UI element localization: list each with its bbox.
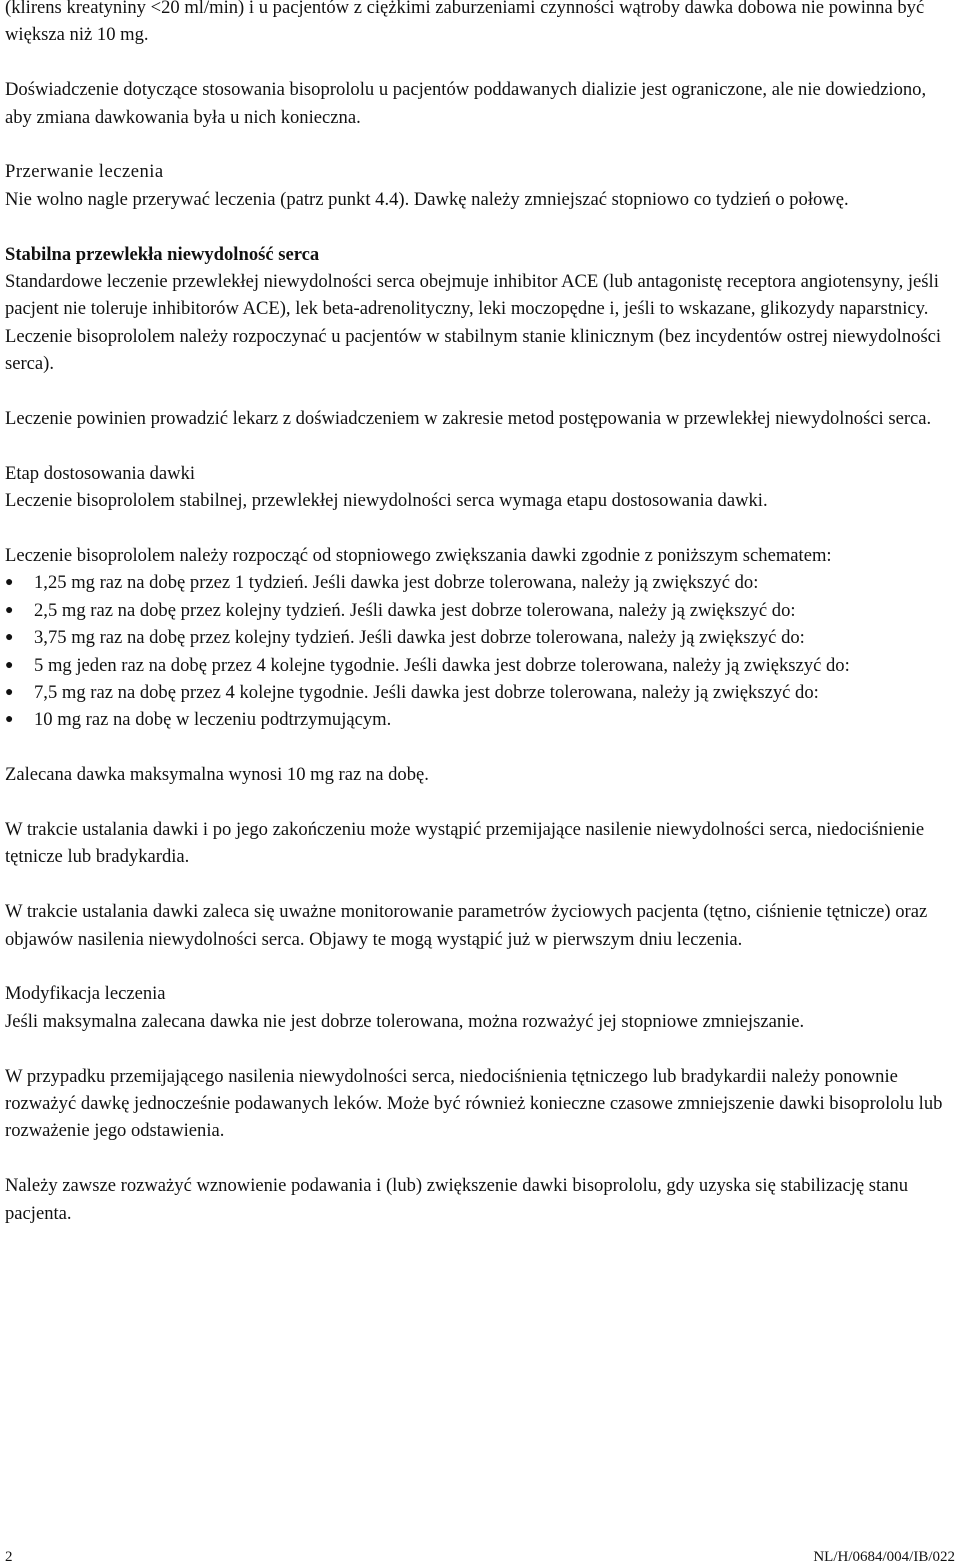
list-item-text: 1,25 mg raz na dobę przez 1 tydzień. Jeśli dawka jest dobrze tolerowana, należy ją zwiększyć do: <box>34 572 759 594</box>
bullet-icon: ● <box>5 630 14 646</box>
bullet-icon: ● <box>5 712 14 728</box>
page-number: 2 <box>5 1549 13 1565</box>
heading-stabilna-niewydolnosc: Stabilna przewlekła niewydolność serca <box>5 243 320 265</box>
list-item <box>5 679 955 706</box>
bullet-icon: ● <box>5 657 14 673</box>
paragraph-monitoring: W trakcie ustalania dawki zaleca się uważne monitorowanie parametrów życiowych pacjenta (tętno, ciśnienie tętnicze) oraz objawów nasilenia niewydolności serca. Objawy te mogą wystąpić już w pierwszym dniu leczenia. <box>5 901 928 950</box>
heading-modyfikacja-leczenia: Modyfikacja leczenia <box>5 983 166 1005</box>
paragraph-dose-reduction: Jeśli maksymalna zalecana dawka nie jest dobrze tolerowana, można rozważyć jej stopniowe zmniejszanie. <box>5 1010 805 1032</box>
list-item-text: 10 mg raz na dobę w leczeniu podtrzymującym. <box>34 709 392 731</box>
section-treatment-discontinuation <box>5 158 955 213</box>
document-page <box>5 0 955 1254</box>
list-item-text: 5 mg jeden raz na dobę przez 4 kolejne tygodnie. Jeśli dawka jest dobrze tolerowana, należy ją zwiększyć do: <box>34 654 850 676</box>
list-item <box>5 652 955 679</box>
list-item <box>5 597 955 624</box>
titration-list <box>5 569 955 733</box>
paragraph-max-dose: Zalecana dawka maksymalna wynosi 10 mg raz na dobę. <box>5 764 429 786</box>
paragraph-standard-treatment: Standardowe leczenie przewlekłej niewydolności serca obejmuje inhibitor ACE (lub antagonistę receptora angiotensyny, jeśli pacjent nie toleruje inhibitorów ACE), lek beta-adrenolityczny, leki moczopędne i, jeśli to wskazane, glikozydy naparstnicy. Leczenie bisoprololem należy rozpoczynać u pacjentów w stabilnym stanie klinicznym (bez incydentów ostrej niewydolności serca). <box>5 271 942 375</box>
heading-etap-dostosowania: Etap dostosowania dawki <box>5 462 196 484</box>
list-item-text: 3,75 mg raz na dobę przez kolejny tydzień. Jeśli dawka jest dobrze tolerowana, należy ją zwiększyć do: <box>34 627 805 649</box>
paragraph-physician: Leczenie powinien prowadzić lekarz z doświadczeniem w zakresie metod postępowania w przewlekłej niewydolności serca. <box>5 408 932 430</box>
heading-przerwanie-leczenia: Przerwanie leczenia <box>5 161 164 183</box>
list-item <box>5 624 955 651</box>
paragraph-transient-worsening: W trakcie ustalania dawki i po jego zakończeniu może wystąpić przemijające nasilenie niewydolności serca, niedociśnienie tętnicze lub bradykardia. <box>5 819 925 868</box>
section-dose-titration <box>5 460 955 515</box>
paragraph-concomitant-drugs: W przypadku przemijającego nasilenia niewydolności serca, niedociśnienia tętniczego lub bradykardii należy ponownie rozważyć dawkę jednocześnie podawanych leków. Może być również konieczne czasowe zmniejszenie dawki bisoprololu lub rozważenie jego odstawienia. <box>5 1065 943 1142</box>
paragraph-dialysis: Doświadczenie dotyczące stosowania bisoprololu u pacjentów poddawanych dializie jest ograniczone, ale nie dowiedziono, aby zmiana dawkowania była u nich konieczna. <box>5 79 927 128</box>
bullet-icon: ● <box>5 602 14 618</box>
list-item-text: 2,5 mg raz na dobę przez kolejny tydzień. Jeśli dawka jest dobrze tolerowana, należy ją zwiększyć do: <box>34 599 796 621</box>
list-item <box>5 706 955 733</box>
paragraph-titration-scheme: Leczenie bisoprololem należy rozpocząć od stopniowego zwiększania dawki zgodnie z poniższym schematem: <box>5 545 832 567</box>
section-stable-heart-failure <box>5 241 955 378</box>
document-reference: NL/H/0684/004/IB/022 <box>813 1549 955 1565</box>
bullet-icon: ● <box>5 575 14 591</box>
list-item <box>5 569 955 596</box>
section-treatment-modification <box>5 980 955 1035</box>
bullet-icon: ● <box>5 685 14 701</box>
paragraph-discontinuation: Nie wolno nagle przerywać leczenia (patrz punkt 4.4). Dawkę należy zmniejszać stopniowo co tydzień o połowę. <box>5 188 849 210</box>
list-item-text: 7,5 mg raz na dobę przez 4 kolejne tygodnie. Jeśli dawka jest dobrze tolerowana, należy ją zwiększyć do: <box>34 682 819 704</box>
paragraph-titration-required: Leczenie bisoprololem stabilnej, przewlekłej niewydolności serca wymaga etapu dostosowania dawki. <box>5 490 768 512</box>
paragraph-resumption: Należy zawsze rozważyć wznowienie podawania i (lub) zwiększenie dawki bisoprololu, gdy uzyska się stabilizację stanu pacjenta. <box>5 1175 909 1224</box>
paragraph-renal-hepatic: (klirens kreatyniny <20 ml/min) i u pacjentów z ciężkimi zaburzeniami czynności wątroby dawka dobowa nie powinna być większa niż 10 mg. <box>5 0 925 46</box>
